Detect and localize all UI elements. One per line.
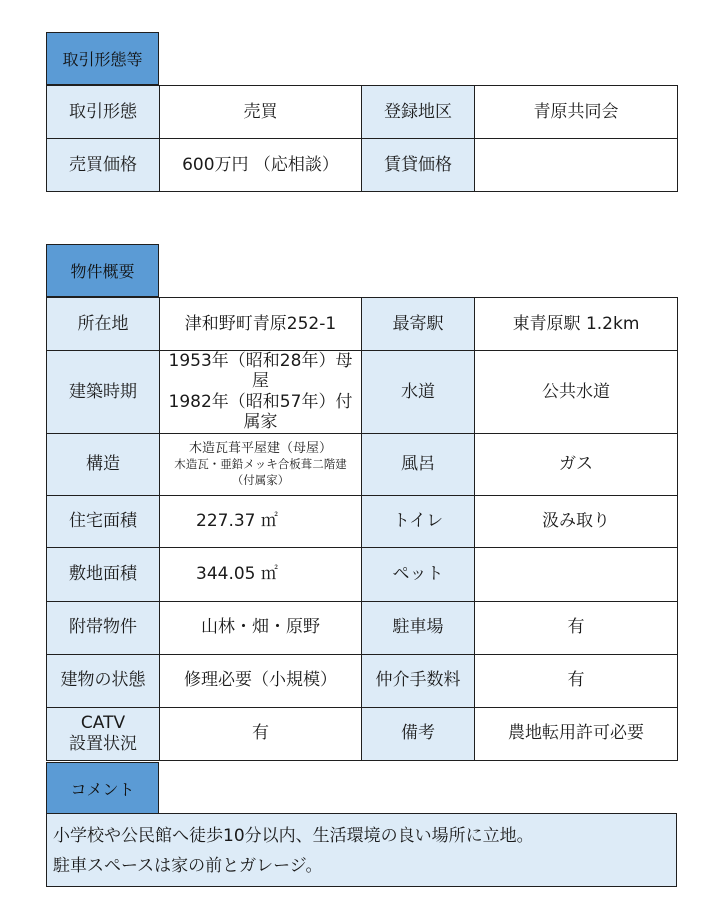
parking-value: 有 bbox=[475, 601, 678, 654]
floor-area-value: 227.37 ㎡ bbox=[160, 495, 362, 547]
station-value: 東青原駅 1.2km bbox=[475, 298, 678, 351]
annex-value: 山林・畑・原野 bbox=[160, 601, 362, 654]
floor-area-label: 住宅面積 bbox=[47, 495, 160, 547]
fee-value: 有 bbox=[475, 654, 678, 707]
area-value: 青原共同会 bbox=[475, 86, 678, 139]
table-row bbox=[47, 86, 678, 139]
built-line-1: 1953年（昭和28年）母屋 bbox=[168, 351, 353, 392]
pet-value bbox=[475, 547, 678, 601]
comment-line-2: 駐車スペースは家の前とガレージ。 bbox=[53, 856, 323, 876]
fee-label: 仲介手数料 bbox=[362, 654, 475, 707]
sale-price-label: 売買価格 bbox=[47, 139, 160, 192]
built-label: 建築時期 bbox=[47, 351, 160, 434]
catv-label-line-1: CATV bbox=[80, 713, 126, 734]
table-row bbox=[47, 707, 678, 760]
table-row bbox=[47, 495, 678, 547]
station-label: 最寄駅 bbox=[362, 298, 475, 351]
table-row bbox=[47, 351, 678, 434]
land-area-label: 敷地面積 bbox=[47, 547, 160, 601]
catv-label bbox=[47, 707, 160, 760]
transaction-type-value: 売買 bbox=[160, 86, 362, 139]
catv-value: 有 bbox=[160, 707, 362, 760]
water-value: 公共水道 bbox=[475, 351, 678, 434]
table-row bbox=[47, 139, 678, 192]
remarks-value: 農地転用許可必要 bbox=[475, 707, 678, 760]
rent-price-value bbox=[475, 139, 678, 192]
structure-line-3: （付属家） bbox=[231, 472, 290, 487]
annex-label: 附帯物件 bbox=[47, 601, 160, 654]
water-label: 水道 bbox=[362, 351, 475, 434]
table-row bbox=[47, 654, 678, 707]
transaction-section-title: 取引形態等 bbox=[46, 32, 159, 85]
transaction-type-label: 取引形態 bbox=[47, 86, 160, 139]
location-value: 津和野町青原252-1 bbox=[160, 298, 362, 351]
bath-label: 風呂 bbox=[362, 433, 475, 495]
comment-section-title: コメント bbox=[46, 762, 159, 814]
location-label: 所在地 bbox=[47, 298, 160, 351]
toilet-value: 汲み取り bbox=[475, 495, 678, 547]
catv-label-line-2: 設置状況 bbox=[69, 733, 137, 754]
sale-price-value: 600万円 （応相談） bbox=[160, 139, 362, 192]
condition-label: 建物の状態 bbox=[47, 654, 160, 707]
structure-line-1: 木造瓦葺平屋建（母屋） bbox=[188, 440, 332, 456]
pet-label: ペット bbox=[362, 547, 475, 601]
remarks-label: 備考 bbox=[362, 707, 475, 760]
transaction-table bbox=[46, 85, 678, 192]
condition-value: 修理必要（小規模） bbox=[160, 654, 362, 707]
area-label: 登録地区 bbox=[362, 86, 475, 139]
table-row bbox=[47, 298, 678, 351]
comment-box bbox=[46, 813, 677, 887]
table-row bbox=[47, 547, 678, 601]
built-line-2: 1982年（昭和57年）付属家 bbox=[168, 391, 353, 433]
table-row bbox=[47, 433, 678, 495]
table-row bbox=[47, 601, 678, 654]
comment-line-1: 小学校や公民館へ徒歩10分以内、生活環境の良い場所に立地。 bbox=[53, 826, 534, 846]
structure-label: 構造 bbox=[47, 433, 160, 495]
built-value bbox=[160, 351, 362, 434]
land-area-value: 344.05 ㎡ bbox=[160, 547, 362, 601]
property-section-title: 物件概要 bbox=[46, 244, 159, 297]
bath-value: ガス bbox=[475, 433, 678, 495]
structure-line-2: 木造瓦・亜鉛メッキ合板葺二階建 bbox=[174, 457, 347, 472]
toilet-label: トイレ bbox=[362, 495, 475, 547]
rent-price-label: 賃貸価格 bbox=[362, 139, 475, 192]
structure-value bbox=[160, 433, 362, 495]
property-table bbox=[46, 297, 678, 761]
parking-label: 駐車場 bbox=[362, 601, 475, 654]
